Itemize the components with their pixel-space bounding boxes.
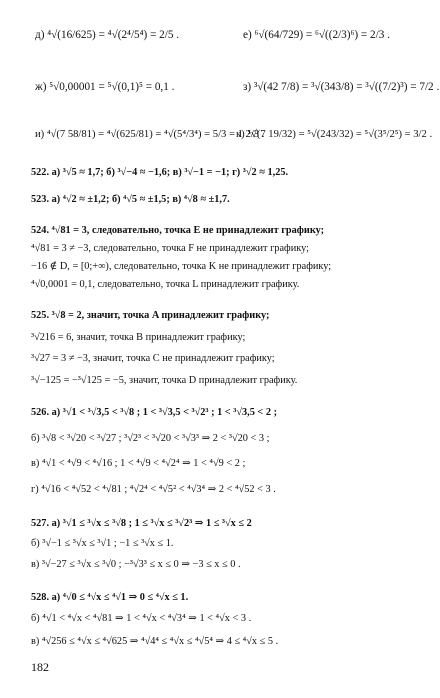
problem-524-line-1: 524. ⁴√81 = 3, следовательно, точка E не принадлежит графику; xyxy=(31,225,325,236)
answer-z: з) ³√(42 7/8) = ³√(343/8) = ³√((7/2)³) = 7/2 . xyxy=(243,81,440,93)
problem-524-line-4: ⁴√0,0001 = 0,1, следовательно, точка L принадлежит графику. xyxy=(31,279,300,290)
problem-525-line-4: ³√−125 = −³√125 = −5, значит, точка D принадлежит графику. xyxy=(31,375,298,386)
page-number: 182 xyxy=(31,660,49,674)
problem-528-v: в) ⁴√256 ≤ ⁴√x ≤ ⁴√625 ⇒ ⁴√4⁴ ≤ ⁴√x ≤ ⁴√5⁴ ⇒ 4 ≤ ⁴√x ≤ 5 . xyxy=(31,636,279,647)
problem-528-a: 528. а) ⁴√0 ≤ ⁴√x ≤ ⁴√1 ⇒ 0 ≤ ⁴√x ≤ 1. xyxy=(31,592,189,603)
answer-k: к) ⁵√(7 19/32) = ⁵√(243/32) = ⁵√(3⁵/2⁵) = 3/2 . xyxy=(236,129,433,140)
problem-524-line-2: ⁴√81 = 3 ≠ −3, следовательно, точка F не принадлежит графику; xyxy=(31,243,309,254)
problem-527-a: 527. а) ³√1 ≤ ³√x ≤ ³√8 ; 1 ≤ ³√x ≤ ³√2³ ⇒ 1 ≤ ³√x ≤ 2 xyxy=(31,518,252,529)
problem-524-line-3: −16 ∉ D, = [0;+∞), следовательно, точка K не принадлежит графику; xyxy=(31,261,332,272)
problem-526-b: б) ³√8 < ³√20 < ³√27 ; ³√2³ < ³√20 < ³√3³ ⇒ 2 < ³√20 < 3 ; xyxy=(31,433,270,444)
problem-528-b: б) ⁴√1 < ⁴√x < ⁴√81 ⇒ 1 < ⁴√x < ⁴√3⁴ ⇒ 1 < ⁴√x < 3 . xyxy=(31,613,252,624)
problem-525-line-1: 525. ³√8 = 2, значит, точка A принадлежит графику; xyxy=(31,310,270,321)
answer-i: и) ⁴√(7 58/81) = ⁴√(625/81) = ⁴√(5⁴/3⁴) = 5/3 = 1 2/3 . xyxy=(35,129,265,140)
problem-523: 523. а) ⁴√2 ≈ ±1,2; б) ⁴√5 ≈ ±1,5; в) ⁴√8 ≈ ±1,7. xyxy=(31,194,230,205)
problem-525-line-3: ³√27 = 3 ≠ −3, значит, точка C не принадлежит графику; xyxy=(31,353,275,364)
problem-527-v: в) ³√−27 ≤ ³√x ≤ ³√0 ; −³√3³ ≤ x ≤ 0 ⇒ −3 ≤ x ≤ 0 . xyxy=(31,559,241,570)
answer-e: е) ⁶√(64/729) = ⁶√((2/3)⁶) = 2/3 . xyxy=(243,29,390,41)
answer-zh: ж) ⁵√0,00001 = ⁵√(0,1)⁵ = 0,1 . xyxy=(35,81,175,93)
problem-527-b: б) ³√−1 ≤ ³√x ≤ ³√1 ; −1 ≤ ³√x ≤ 1. xyxy=(31,538,174,549)
problem-526-g: г) ⁴√16 < ⁴√52 < ⁴√81 ; ⁴√2⁴ < ⁴√5² < ⁴√3⁴ ⇒ 2 < ⁴√52 < 3 . xyxy=(31,484,276,495)
problem-525-line-2: ³√216 = 6, значит, точка B принадлежит графику; xyxy=(31,332,246,343)
problem-522: 522. а) ³√5 ≈ 1,7; б) ³√−4 ≈ −1,6; в) ³√−1 = −1; г) ³√2 ≈ 1,25. xyxy=(31,167,289,178)
problem-526-a: 526. а) ³√1 < ³√3,5 < ³√8 ; 1 < ³√3,5 < ³√2³ ; 1 < ³√3,5 < 2 ; xyxy=(31,407,278,418)
answer-d: д) ⁴√(16/625) = ⁴√(2⁴/5⁴) = 2/5 . xyxy=(35,29,180,41)
problem-526-v: в) ⁴√1 < ⁴√9 < ⁴√16 ; 1 < ⁴√9 < ⁴√2⁴ ⇒ 1 < ⁴√9 < 2 ; xyxy=(31,458,246,469)
